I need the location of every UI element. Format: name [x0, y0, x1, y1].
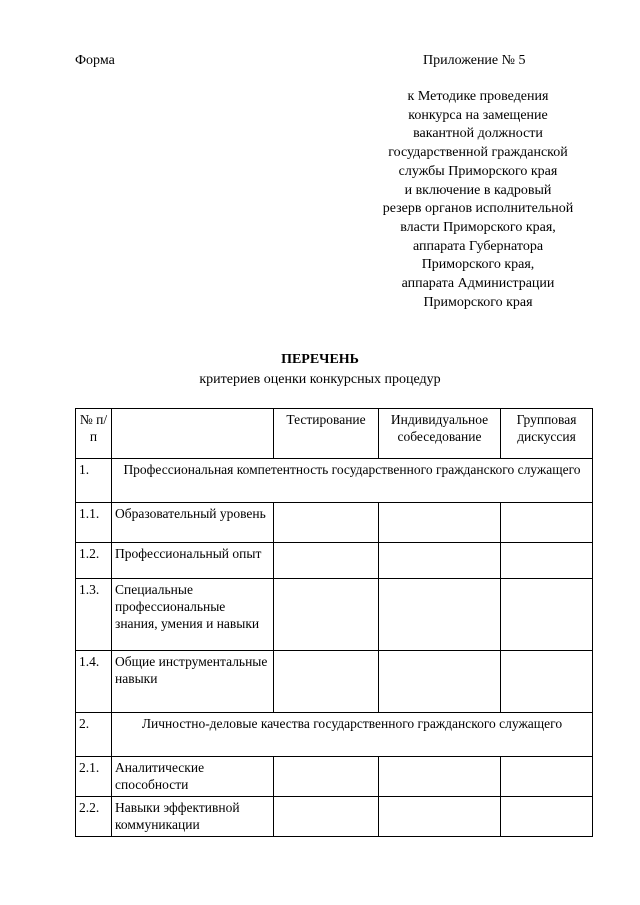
cell-interview[interactable]: [379, 579, 501, 651]
section-num: 2.: [76, 713, 112, 757]
appendix-line: государственной гражданской: [388, 145, 568, 161]
header-discussion: Групповая дискуссия: [501, 409, 593, 459]
row-num: 1.4.: [76, 651, 112, 713]
document-subtitle: критериев оценки конкурсных процедур: [199, 372, 441, 387]
table-row: [76, 579, 593, 651]
header-interview: Индивидуальное собеседование: [379, 409, 501, 459]
cell-discussion[interactable]: [501, 797, 593, 837]
cell-interview[interactable]: [379, 543, 501, 579]
cell-discussion[interactable]: [501, 503, 593, 543]
row-name: Навыки эффективной коммуникации: [112, 797, 274, 837]
row-num: 2.2.: [76, 797, 112, 837]
section-title: Личностно-деловые качества государственного гражданского служащего: [112, 713, 593, 757]
appendix-line: вакантной должности: [413, 126, 543, 142]
section-title: Профессиональная компетентность государственного гражданского служащего: [112, 459, 593, 503]
section-num: 1.: [76, 459, 112, 503]
appendix-line: аппарата Администрации: [401, 276, 555, 292]
cell-interview[interactable]: [379, 757, 501, 797]
table-header-row: [76, 409, 593, 459]
cell-discussion[interactable]: [501, 543, 593, 579]
cell-testing[interactable]: [274, 757, 379, 797]
cell-interview[interactable]: [379, 651, 501, 713]
cell-testing[interactable]: [274, 579, 379, 651]
form-label: Форма: [75, 53, 115, 68]
cell-interview[interactable]: [379, 797, 501, 837]
cell-testing[interactable]: [274, 503, 379, 543]
row-name: Образовательный уровень: [112, 503, 274, 543]
header-name: [112, 409, 274, 459]
header-num: № п/п: [76, 409, 112, 459]
row-name: Аналитические способности: [112, 757, 274, 797]
cell-testing[interactable]: [274, 543, 379, 579]
table-row: [76, 503, 593, 543]
row-num: 1.1.: [76, 503, 112, 543]
row-name: Общие инструментальные навыки: [112, 651, 274, 713]
cell-interview[interactable]: [379, 503, 501, 543]
header-testing: Тестирование: [274, 409, 379, 459]
appendix-reference: [360, 88, 596, 312]
appendix-line: резерв органов исполнительной: [382, 201, 574, 217]
appendix-line: к Методике проведения: [407, 89, 549, 104]
row-num: 1.3.: [76, 579, 112, 651]
cell-testing[interactable]: [274, 651, 379, 713]
table-row: [76, 543, 593, 579]
table-row: [76, 757, 593, 797]
table-row: [76, 651, 593, 713]
row-name: Профессиональный опыт: [112, 543, 274, 579]
appendix-line: конкурса на замещение: [408, 107, 548, 123]
appendix-line: аппарата Губернатора: [412, 238, 544, 254]
row-num: 2.1.: [76, 757, 112, 797]
appendix-line: власти Приморского края,: [400, 219, 556, 235]
row-num: 1.2.: [76, 543, 112, 579]
criteria-table: [75, 408, 593, 837]
appendix-number: Приложение № 5: [423, 53, 526, 68]
section-row: [76, 459, 593, 503]
row-name: Специальные профессиональные знания, умения и навыки: [112, 579, 274, 651]
document-title: ПЕРЕЧЕНЬ: [281, 352, 359, 367]
cell-testing[interactable]: [274, 797, 379, 837]
appendix-line: и включение в кадровый: [404, 182, 552, 198]
cell-discussion[interactable]: [501, 757, 593, 797]
section-row: [76, 713, 593, 757]
appendix-line: службы Приморского края: [398, 163, 558, 179]
cell-discussion[interactable]: [501, 651, 593, 713]
appendix-line: Приморского края: [423, 294, 533, 310]
table-row: [76, 797, 593, 837]
cell-discussion[interactable]: [501, 579, 593, 651]
appendix-line: Приморского края,: [421, 257, 535, 273]
